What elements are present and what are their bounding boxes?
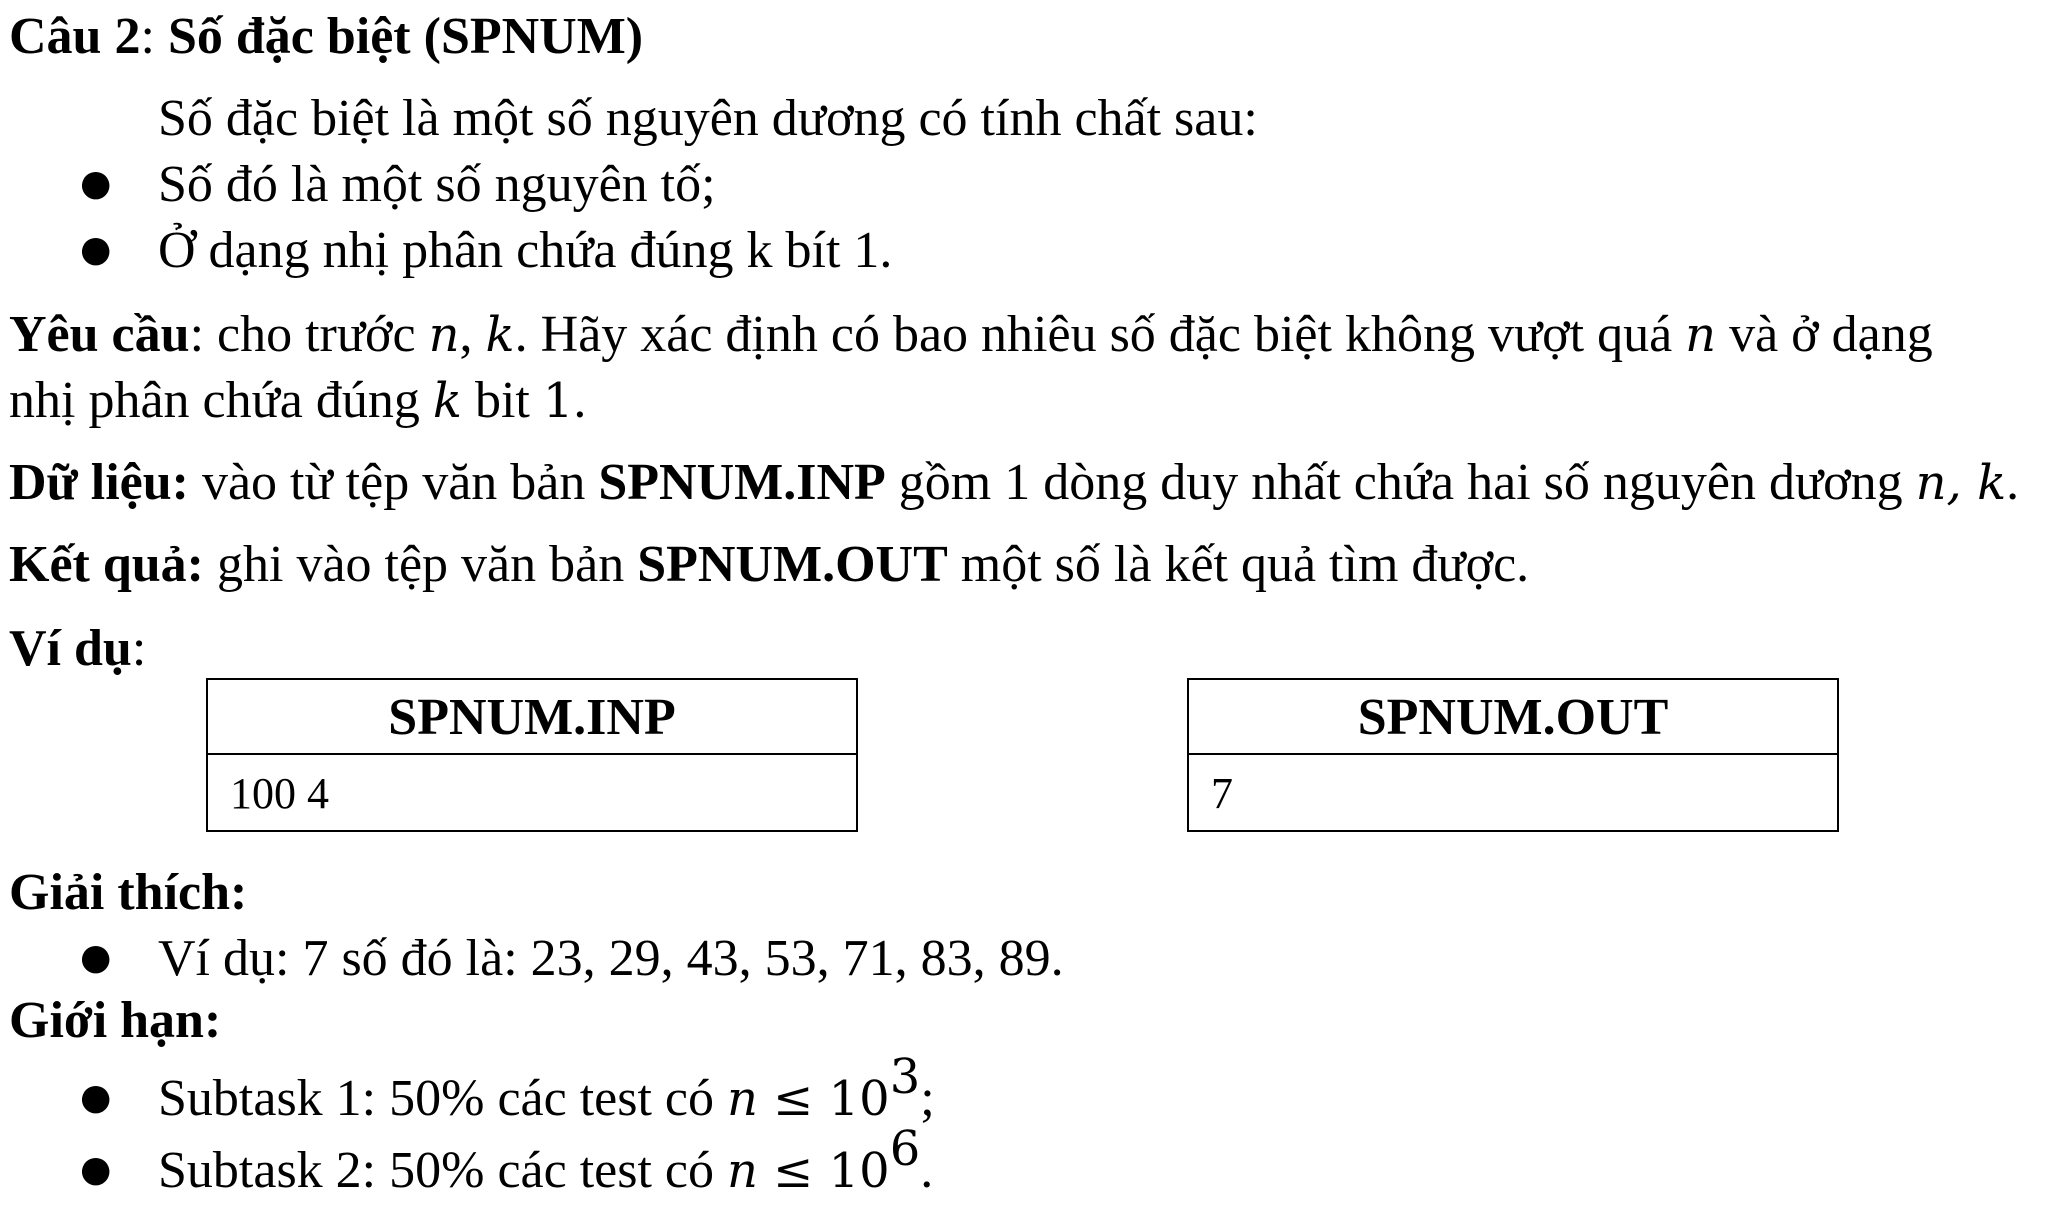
requirement-line-2: nhị phân chứa đúng k bit 1. xyxy=(9,372,587,429)
bullet-icon: ● xyxy=(80,1149,112,1190)
problem-name: Số đặc biệt (SPNUM) xyxy=(167,8,644,65)
output-file-name: SPNUM.OUT xyxy=(637,536,948,593)
property-item: ● Số đó là một số nguyên tố; xyxy=(80,156,716,213)
limit-item: ● Subtask 2: 50% các test có $n \le 10^6$. xyxy=(80,1121,934,1199)
input-spec: Dữ liệu: vào từ tệp văn bản SPNUM.INP gồm 1 dòng duy nhất chứa hai số nguyên dương n, k. xyxy=(9,454,2020,511)
limit-item: ● Subtask 1: 50% các test có $n \le 10^3$; xyxy=(80,1049,935,1127)
input-table-value: 100 4 xyxy=(230,769,329,818)
explanation-item: ● Ví dụ: 7 số đó là: 23, 29, 43, 53, 71, 83, 89. xyxy=(80,930,1064,987)
example-label: Ví dụ: xyxy=(9,620,147,677)
input-file-name: SPNUM.INP xyxy=(598,454,886,511)
bullet-icon: ● xyxy=(80,1077,112,1118)
output-spec: Kết quả: ghi vào tệp văn bản SPNUM.OUT một số là kết quả tìm được. xyxy=(9,536,1530,593)
intro-text: Số đặc biệt là một số nguyên dương có tính chất sau: xyxy=(158,90,1258,147)
requirement-line-1: Yêu cầu: cho trước n, k. Hãy xác định có bao nhiêu số đặc biệt không vượt quá n và ở dạng xyxy=(9,306,1933,363)
limits-label: Giới hạn: xyxy=(9,992,222,1049)
output-label: Kết quả: xyxy=(9,536,204,593)
problem-number: Câu 2 xyxy=(9,8,141,65)
output-table-header: SPNUM.OUT xyxy=(1189,680,1837,755)
problem-title: Câu 2: Số đặc biệt (SPNUM) xyxy=(9,8,644,65)
bullet-icon: ● xyxy=(80,163,112,204)
bullet-icon: ● xyxy=(80,937,112,978)
example-input-table xyxy=(206,678,858,832)
example-output-table xyxy=(1187,678,1839,832)
output-table-value: 7 xyxy=(1211,769,1233,818)
property-item: ● Ở dạng nhị phân chứa đúng k bít 1. xyxy=(80,222,893,279)
requirement-label: Yêu cầu xyxy=(9,306,190,363)
bullet-icon: ● xyxy=(80,229,112,270)
explanation-label: Giải thích: xyxy=(9,864,248,921)
input-label: Dữ liệu: xyxy=(9,454,189,511)
input-table-header: SPNUM.INP xyxy=(208,680,856,755)
